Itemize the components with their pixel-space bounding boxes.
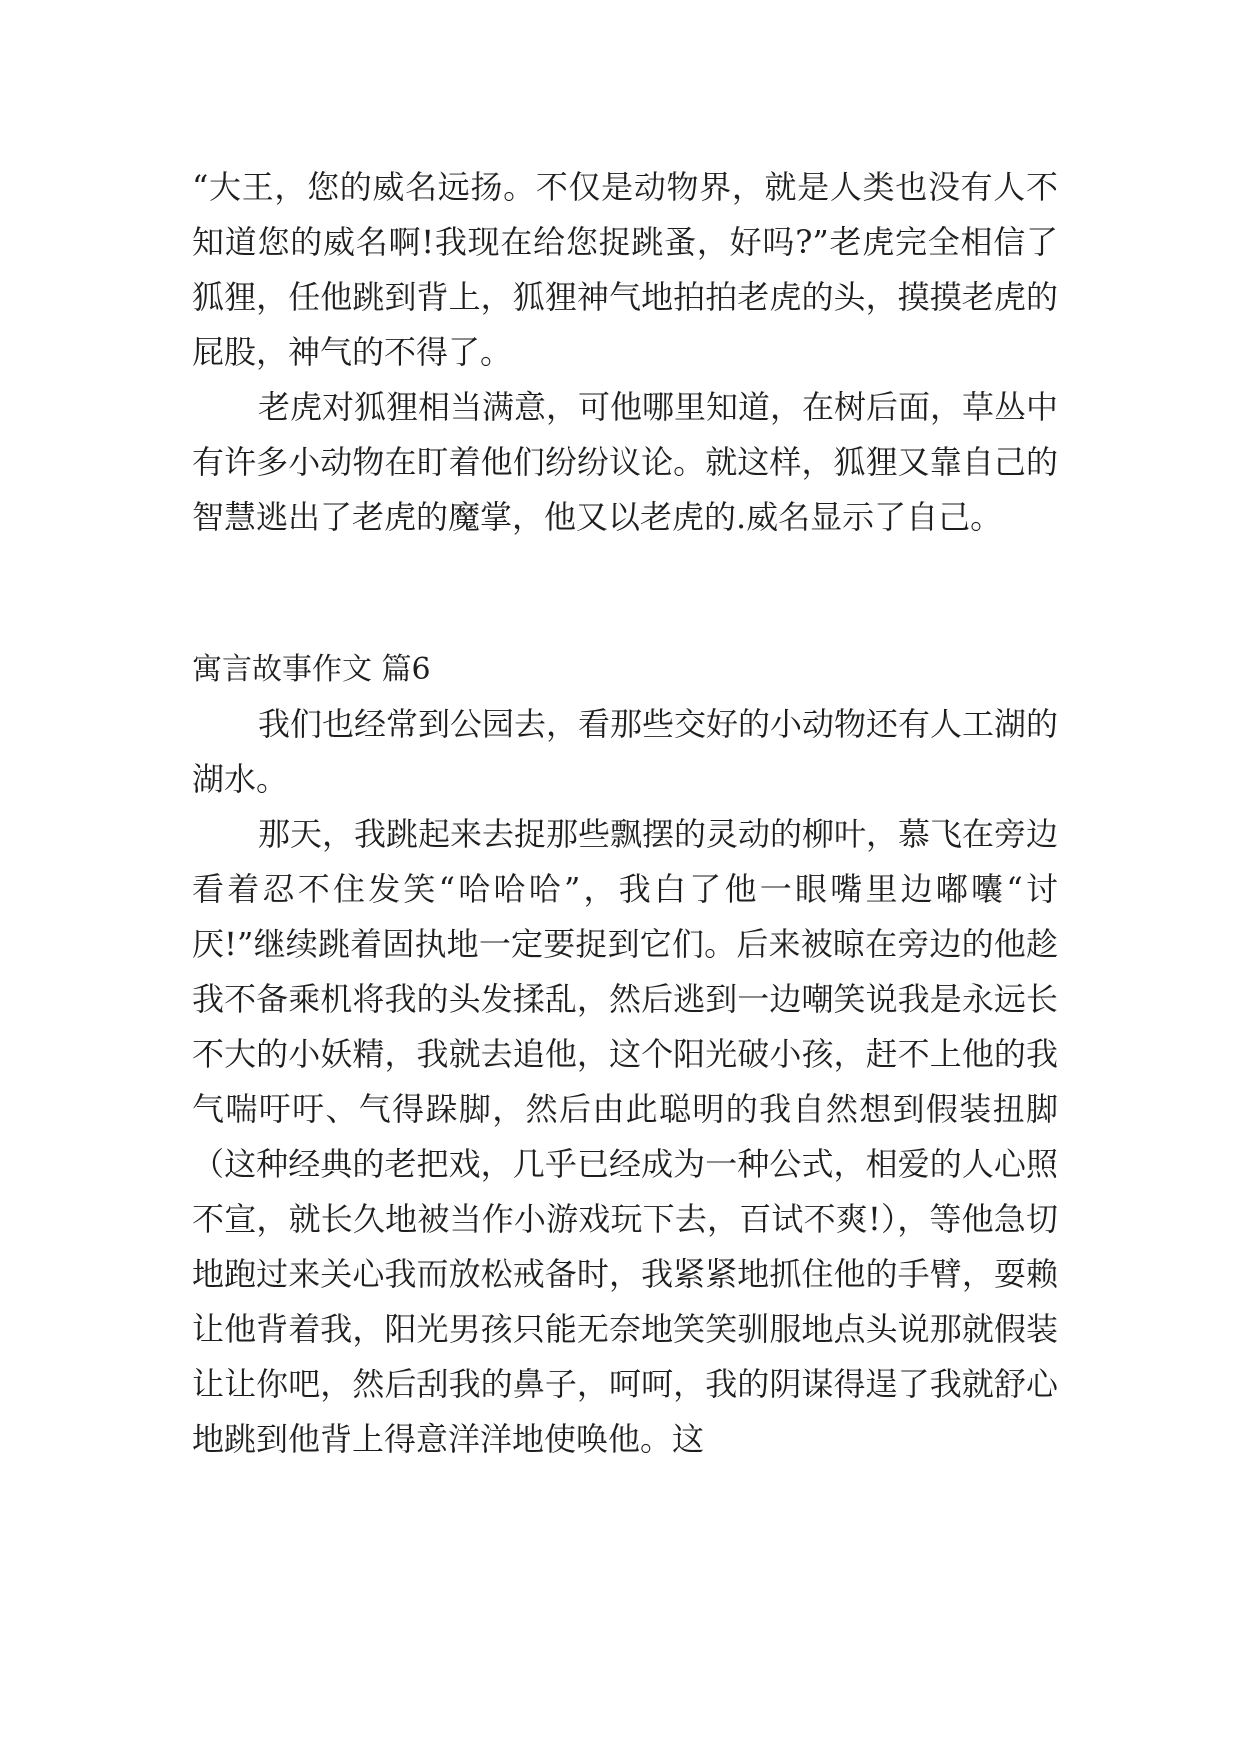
paragraph: 我们也经常到公园去，看那些交好的小动物还有人工湖的湖水。 (192, 705, 1059, 798)
paragraph: “大王，您的威名远扬。不仅是动物界，就是人类也没有人不知道您的威名啊!我现在给您捉跳蚤，好吗?”老虎完全相信了狐狸，任他跳到背上，狐狸神气地拍拍老虎的头，摸摸老虎的屁股，神气的不得了。 (192, 168, 1058, 371)
paragraph: 那天，我跳起来去捉那些飘摆的灵动的柳叶，慕飞在旁边看着忍不住发笑“哈哈哈”，我白了他一眼嘴里边嘟囔“讨厌!”继续跳着固执地一定要捉到它们。后来被晾在旁边的他趁我不备乘机将我的头发揉乱，然后逃到一边嘲笑说我是永远长不大的小妖精，我就去追他，这个阳光破小孩，赶不上他的我气喘吁吁、气得跺脚，然后由此聪明的我自然想到假装扭脚（这种经典的老把戏，几乎已经成为一种公式，相爱的人心照不宣，就长久地被当作小游戏玩下去，百试不爽!），等他急切地跑过来关心我而放松戒备时，我紧紧地抓住他的手臂，耍赖让他背着我，阳光男孩只能无奈地笑笑驯服地点头说那就假装让让你吧，然后刮我的鼻子，呵呵，我的阴谋得逞了我就舒心地跳到他背上得意洋洋地使唤他。这 (192, 815, 1059, 1458)
document-body (192, 160, 1058, 1467)
paragraph: 老虎对狐狸相当满意，可他哪里知道，在树后面，草丛中有许多小动物在盯着他们纷纷议论。就这样，狐狸又靠自己的智慧逃出了老虎的魔掌，他又以老虎的.威名显示了自己。 (192, 388, 1059, 536)
section-heading: 寓言故事作文 篇6 (192, 652, 431, 687)
